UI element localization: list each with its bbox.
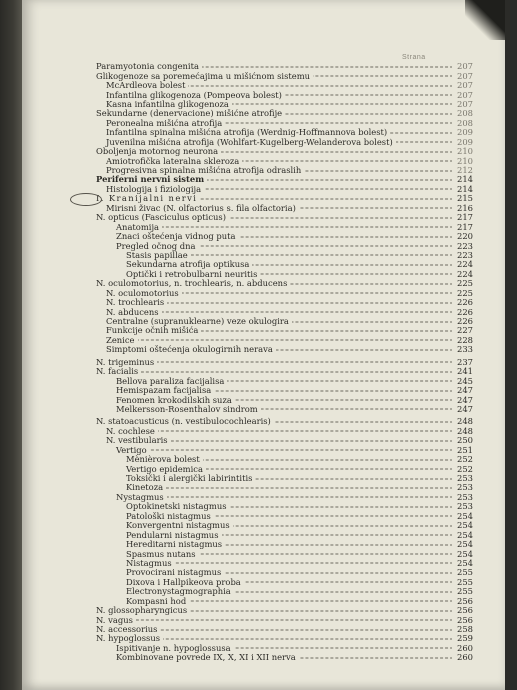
toc-entry <box>22 417 505 426</box>
toc-entry-title: Infantilna spinalna mišićna atrofija (Werdnig-Hoffmannova bolest) <box>106 128 390 137</box>
toc-entry-page: 252 <box>452 455 473 464</box>
toc-entry-title: Optokinetski nistagmus <box>126 502 230 511</box>
toc-entry <box>22 109 505 118</box>
toc-entry-title: Paramyotonia congenita <box>96 62 202 71</box>
toc-entry-page: 248 <box>452 417 473 426</box>
toc-entry-page: 217 <box>452 223 473 232</box>
toc-entry-title: Glikogenoze sa poremećajima u mišićnom sistemu <box>96 72 313 81</box>
toc-entry-title: Periferni nervni sistem <box>96 175 207 184</box>
toc-entry-page: 223 <box>452 251 473 260</box>
toc-entry-page: 207 <box>452 81 473 90</box>
toc-entry-page: 237 <box>452 358 473 367</box>
toc-entry <box>22 615 505 624</box>
toc-entry <box>22 530 505 539</box>
toc-entry-title: Kinetoza <box>126 483 166 492</box>
toc-entry <box>22 213 505 222</box>
toc-entry <box>22 625 505 634</box>
toc-entry-title: Pregled očnog dna <box>116 242 199 251</box>
toc-entry-title: Nistagmus <box>126 559 175 568</box>
toc-entry-page: 207 <box>452 72 473 81</box>
toc-entry-page: 210 <box>452 147 473 156</box>
toc-entry-page: 226 <box>452 308 473 317</box>
toc-entry-title: N. statoacusticus (n. vestibulocochlearis) <box>96 417 274 426</box>
dot-leader <box>96 620 463 621</box>
toc-entry-title: Mirisni živac (N. olfactorius s. fila olfactoria) <box>106 204 299 213</box>
book-page <box>22 0 505 690</box>
dot-leader <box>116 227 463 228</box>
toc-entry-title: Hemispazam facijalisa <box>116 386 214 395</box>
toc-entry-title: N. accessorius <box>96 625 160 634</box>
toc-entry <box>22 204 505 213</box>
book-spine-edge <box>0 0 22 690</box>
toc-entry-page: 255 <box>452 568 473 577</box>
toc-entry-page: 223 <box>452 242 473 251</box>
toc-entry-page: 208 <box>452 119 473 128</box>
toc-entry <box>22 232 505 241</box>
toc-entry-page: 216 <box>452 204 473 213</box>
toc-entry-page: 214 <box>452 175 473 184</box>
toc-entry <box>22 395 505 404</box>
toc-entry-title: N. vestibularis <box>106 436 171 445</box>
toc-entry-page: 247 <box>452 396 473 405</box>
toc-entry-page: 225 <box>452 289 473 298</box>
toc-entry-page: 245 <box>452 377 473 386</box>
toc-entry-title: Optički i retrobulbarni neuritis <box>126 270 260 279</box>
toc-entry <box>22 147 505 156</box>
toc-entry-page: 259 <box>452 634 473 643</box>
toc-entry <box>22 587 505 596</box>
toc-entry <box>22 358 505 367</box>
dot-leader <box>126 563 463 564</box>
toc-entry <box>22 138 505 147</box>
toc-entry-title: McArdleova bolest <box>106 81 188 90</box>
toc-entry-page: 248 <box>452 427 473 436</box>
toc-entry-page: 252 <box>452 465 473 474</box>
toc-entry-title: Konvergentni nistagmus <box>126 521 233 530</box>
toc-entry-title: Patološki nistagmus <box>126 512 214 521</box>
toc-entry-page: 212 <box>452 166 473 175</box>
toc-entry-page: 214 <box>452 185 473 194</box>
toc-entry-title: Spasmus nutans <box>126 550 199 559</box>
page-corner-shadow <box>465 0 505 40</box>
toc-entry-page: 254 <box>452 521 473 530</box>
toc-entry-title: Peronealna mišićna atrofija <box>106 119 225 128</box>
table-of-contents <box>22 62 505 663</box>
toc-entry <box>22 559 505 568</box>
toc-entry-page: 208 <box>452 109 473 118</box>
toc-entry-title: Centralne (supranuklearne) veze okulogira <box>106 317 292 326</box>
toc-entry <box>22 376 505 385</box>
toc-entry-title: Juvenilna mišićna atrofija (Wohlfart-Kugelberg-Welanderova bolest) <box>106 138 396 147</box>
toc-entry-page: 225 <box>452 279 473 288</box>
toc-entry-title: Anatomija <box>116 223 162 232</box>
toc-entry <box>22 455 505 464</box>
toc-entry-page: 251 <box>452 446 473 455</box>
dot-leader <box>116 497 463 498</box>
toc-entry-page: 217 <box>452 213 473 222</box>
toc-entry-page: 207 <box>452 100 473 109</box>
toc-entry-title: N. trochlearis <box>106 298 167 307</box>
toc-entry-page: 254 <box>452 550 473 559</box>
toc-entry <box>22 289 505 298</box>
toc-entry <box>22 405 505 414</box>
toc-entry-title: Bellova paraliza facijalisa <box>116 377 227 386</box>
toc-entry-page: 227 <box>452 326 473 335</box>
toc-entry-title: N. vagus <box>96 616 136 625</box>
toc-entry-title: N. cochlese <box>106 427 158 436</box>
toc-entry-page: 224 <box>452 270 473 279</box>
toc-entry <box>22 549 505 558</box>
toc-entry-title: N. glossopharyngicus <box>96 606 190 615</box>
toc-entry-page: 209 <box>452 138 473 147</box>
toc-entry-title: Stasis papillae <box>126 251 191 260</box>
toc-entry-page: 247 <box>452 405 473 414</box>
toc-entry-page: 220 <box>452 232 473 241</box>
toc-entry-page: 250 <box>452 436 473 445</box>
toc-entry-title: Provocirani nistagmus <box>126 568 224 577</box>
toc-entry <box>22 298 505 307</box>
toc-entry-page: 241 <box>452 367 473 376</box>
toc-entry-title: Kasna infantilna glikogenoza <box>106 100 232 109</box>
toc-entry-title: Hereditarni nistagmus <box>126 540 225 549</box>
toc-entry-title: Zenice <box>106 336 138 345</box>
toc-entry <box>22 502 505 511</box>
toc-entry-page: 226 <box>452 298 473 307</box>
toc-entry-page: 255 <box>452 578 473 587</box>
toc-entry-page: 228 <box>452 336 473 345</box>
toc-entry-page: 254 <box>452 559 473 568</box>
toc-entry <box>22 606 505 615</box>
toc-entry-title: Oboljenja motornog neurona <box>96 147 221 156</box>
toc-entry-title: Sekundarna atrofija optikusa <box>126 260 252 269</box>
toc-entry-page: 224 <box>452 260 473 269</box>
toc-entry-page: 253 <box>452 474 473 483</box>
dot-leader <box>116 450 463 451</box>
toc-entry <box>22 493 505 502</box>
toc-entry <box>22 474 505 483</box>
toc-entry-page: 207 <box>452 62 473 71</box>
toc-entry-page: 254 <box>452 531 473 540</box>
toc-entry-title: Histologija i fiziologija <box>106 185 204 194</box>
toc-entry-title: N. opticus (Fasciculus opticus) <box>96 213 229 222</box>
toc-entry-title: Amiotrofička lateralna skleroza <box>106 157 242 166</box>
toc-entry <box>22 578 505 587</box>
toc-entry-title: Sekundarne (denervacione) mišićne atrofije <box>96 109 285 118</box>
toc-entry <box>22 653 505 662</box>
toc-entry-title: N. abducens <box>106 308 162 317</box>
toc-entry-title: Electronystagmographia <box>126 587 234 596</box>
toc-entry-title: Ispitivanje n. hypoglossusa <box>116 644 234 653</box>
toc-entry-title: Progresivna spinalna mišićna atrofija odraslih <box>106 166 304 175</box>
toc-entry <box>22 260 505 269</box>
toc-entry <box>22 568 505 577</box>
toc-entry <box>22 512 505 521</box>
toc-entry-title: Funkcije očnih mišića <box>106 326 201 335</box>
toc-entry <box>22 317 505 326</box>
toc-entry <box>22 166 505 175</box>
toc-entry-title: Melkersson-Rosenthalov sindrom <box>116 405 261 414</box>
toc-entry <box>22 71 505 80</box>
toc-entry-page: 260 <box>452 644 473 653</box>
dot-leader <box>126 487 463 488</box>
toc-entry-page: 233 <box>452 345 473 354</box>
toc-entry <box>22 185 505 194</box>
toc-entry <box>22 241 505 250</box>
toc-entry-title: Vertigo <box>116 446 150 455</box>
toc-entry-page: 254 <box>452 540 473 549</box>
toc-entry-title: Toksički i alergički labirintitis <box>126 474 255 483</box>
toc-entry-page: 209 <box>452 128 473 137</box>
toc-entry-title: N. oculomotorius <box>106 289 182 298</box>
toc-entry-page: 258 <box>452 625 473 634</box>
dot-leader <box>106 431 463 432</box>
toc-entry <box>22 90 505 99</box>
toc-entry-page: 256 <box>452 606 473 615</box>
toc-entry-title: Nystagmus <box>116 493 167 502</box>
toc-entry <box>22 222 505 231</box>
toc-entry <box>22 326 505 335</box>
toc-entry-page: 253 <box>452 483 473 492</box>
toc-entry-title: Kombinovane povrede IX, X, XI i XII nerva <box>116 653 299 662</box>
toc-entry-title: Znaci oštećenja vidnog puta <box>116 232 239 241</box>
toc-entry-page: 260 <box>452 653 473 662</box>
toc-entry-title: Mènièrova bolest <box>126 455 203 464</box>
toc-entry-title: Dixova i Hallpikeova proba <box>126 578 244 587</box>
toc-entry-title: Fenomen krokodilskih suza <box>116 396 235 405</box>
toc-entry-title: Simptomi oštećenja okulogirnih nerava <box>106 345 276 354</box>
toc-entry <box>22 436 505 445</box>
toc-entry <box>22 386 505 395</box>
toc-entry-title: Vertigo epidemica <box>126 465 206 474</box>
dot-leader <box>96 371 463 372</box>
toc-entry-page: 253 <box>452 493 473 502</box>
toc-entry-title: N. oculomotorius, n. trochlearis, n. abducens <box>96 279 290 288</box>
toc-entry-title: Pendularni nistagmus <box>126 531 222 540</box>
toc-entry <box>22 251 505 260</box>
toc-entry-title: Infantilna glikogenoza (Pompeova bolest) <box>106 91 285 100</box>
page-column-header: Strana <box>402 54 426 61</box>
toc-entry <box>22 634 505 643</box>
toc-entry-title: N. facialis <box>96 367 141 376</box>
toc-entry-page: 226 <box>452 317 473 326</box>
toc-entry <box>22 279 505 288</box>
toc-entry <box>22 540 505 549</box>
toc-entry-page: 247 <box>452 386 473 395</box>
toc-entry-page: 256 <box>452 616 473 625</box>
toc-entry <box>22 81 505 90</box>
toc-entry <box>22 483 505 492</box>
toc-entry-page: 210 <box>452 157 473 166</box>
toc-entry-title: Kompasni hod <box>126 597 189 606</box>
toc-entry <box>22 367 505 376</box>
toc-entry <box>22 597 505 606</box>
toc-entry-page: 215 <box>452 194 473 203</box>
toc-entry <box>22 446 505 455</box>
toc-entry <box>22 345 505 354</box>
toc-entry-page: 253 <box>452 502 473 511</box>
toc-entry-page: 256 <box>452 597 473 606</box>
toc-entry <box>22 521 505 530</box>
toc-entry-page: 207 <box>452 91 473 100</box>
toc-entry <box>22 427 505 436</box>
toc-entry-title: N. hypoglossus <box>96 634 163 643</box>
toc-entry-page: 255 <box>452 587 473 596</box>
toc-entry <box>22 175 505 184</box>
toc-entry-page: 254 <box>452 512 473 521</box>
toc-entry <box>22 464 505 473</box>
toc-entry-title: N. trigeminus <box>96 358 157 367</box>
dot-leader <box>106 340 463 341</box>
toc-entry-title: I. Kranijalni nervi <box>96 194 200 203</box>
